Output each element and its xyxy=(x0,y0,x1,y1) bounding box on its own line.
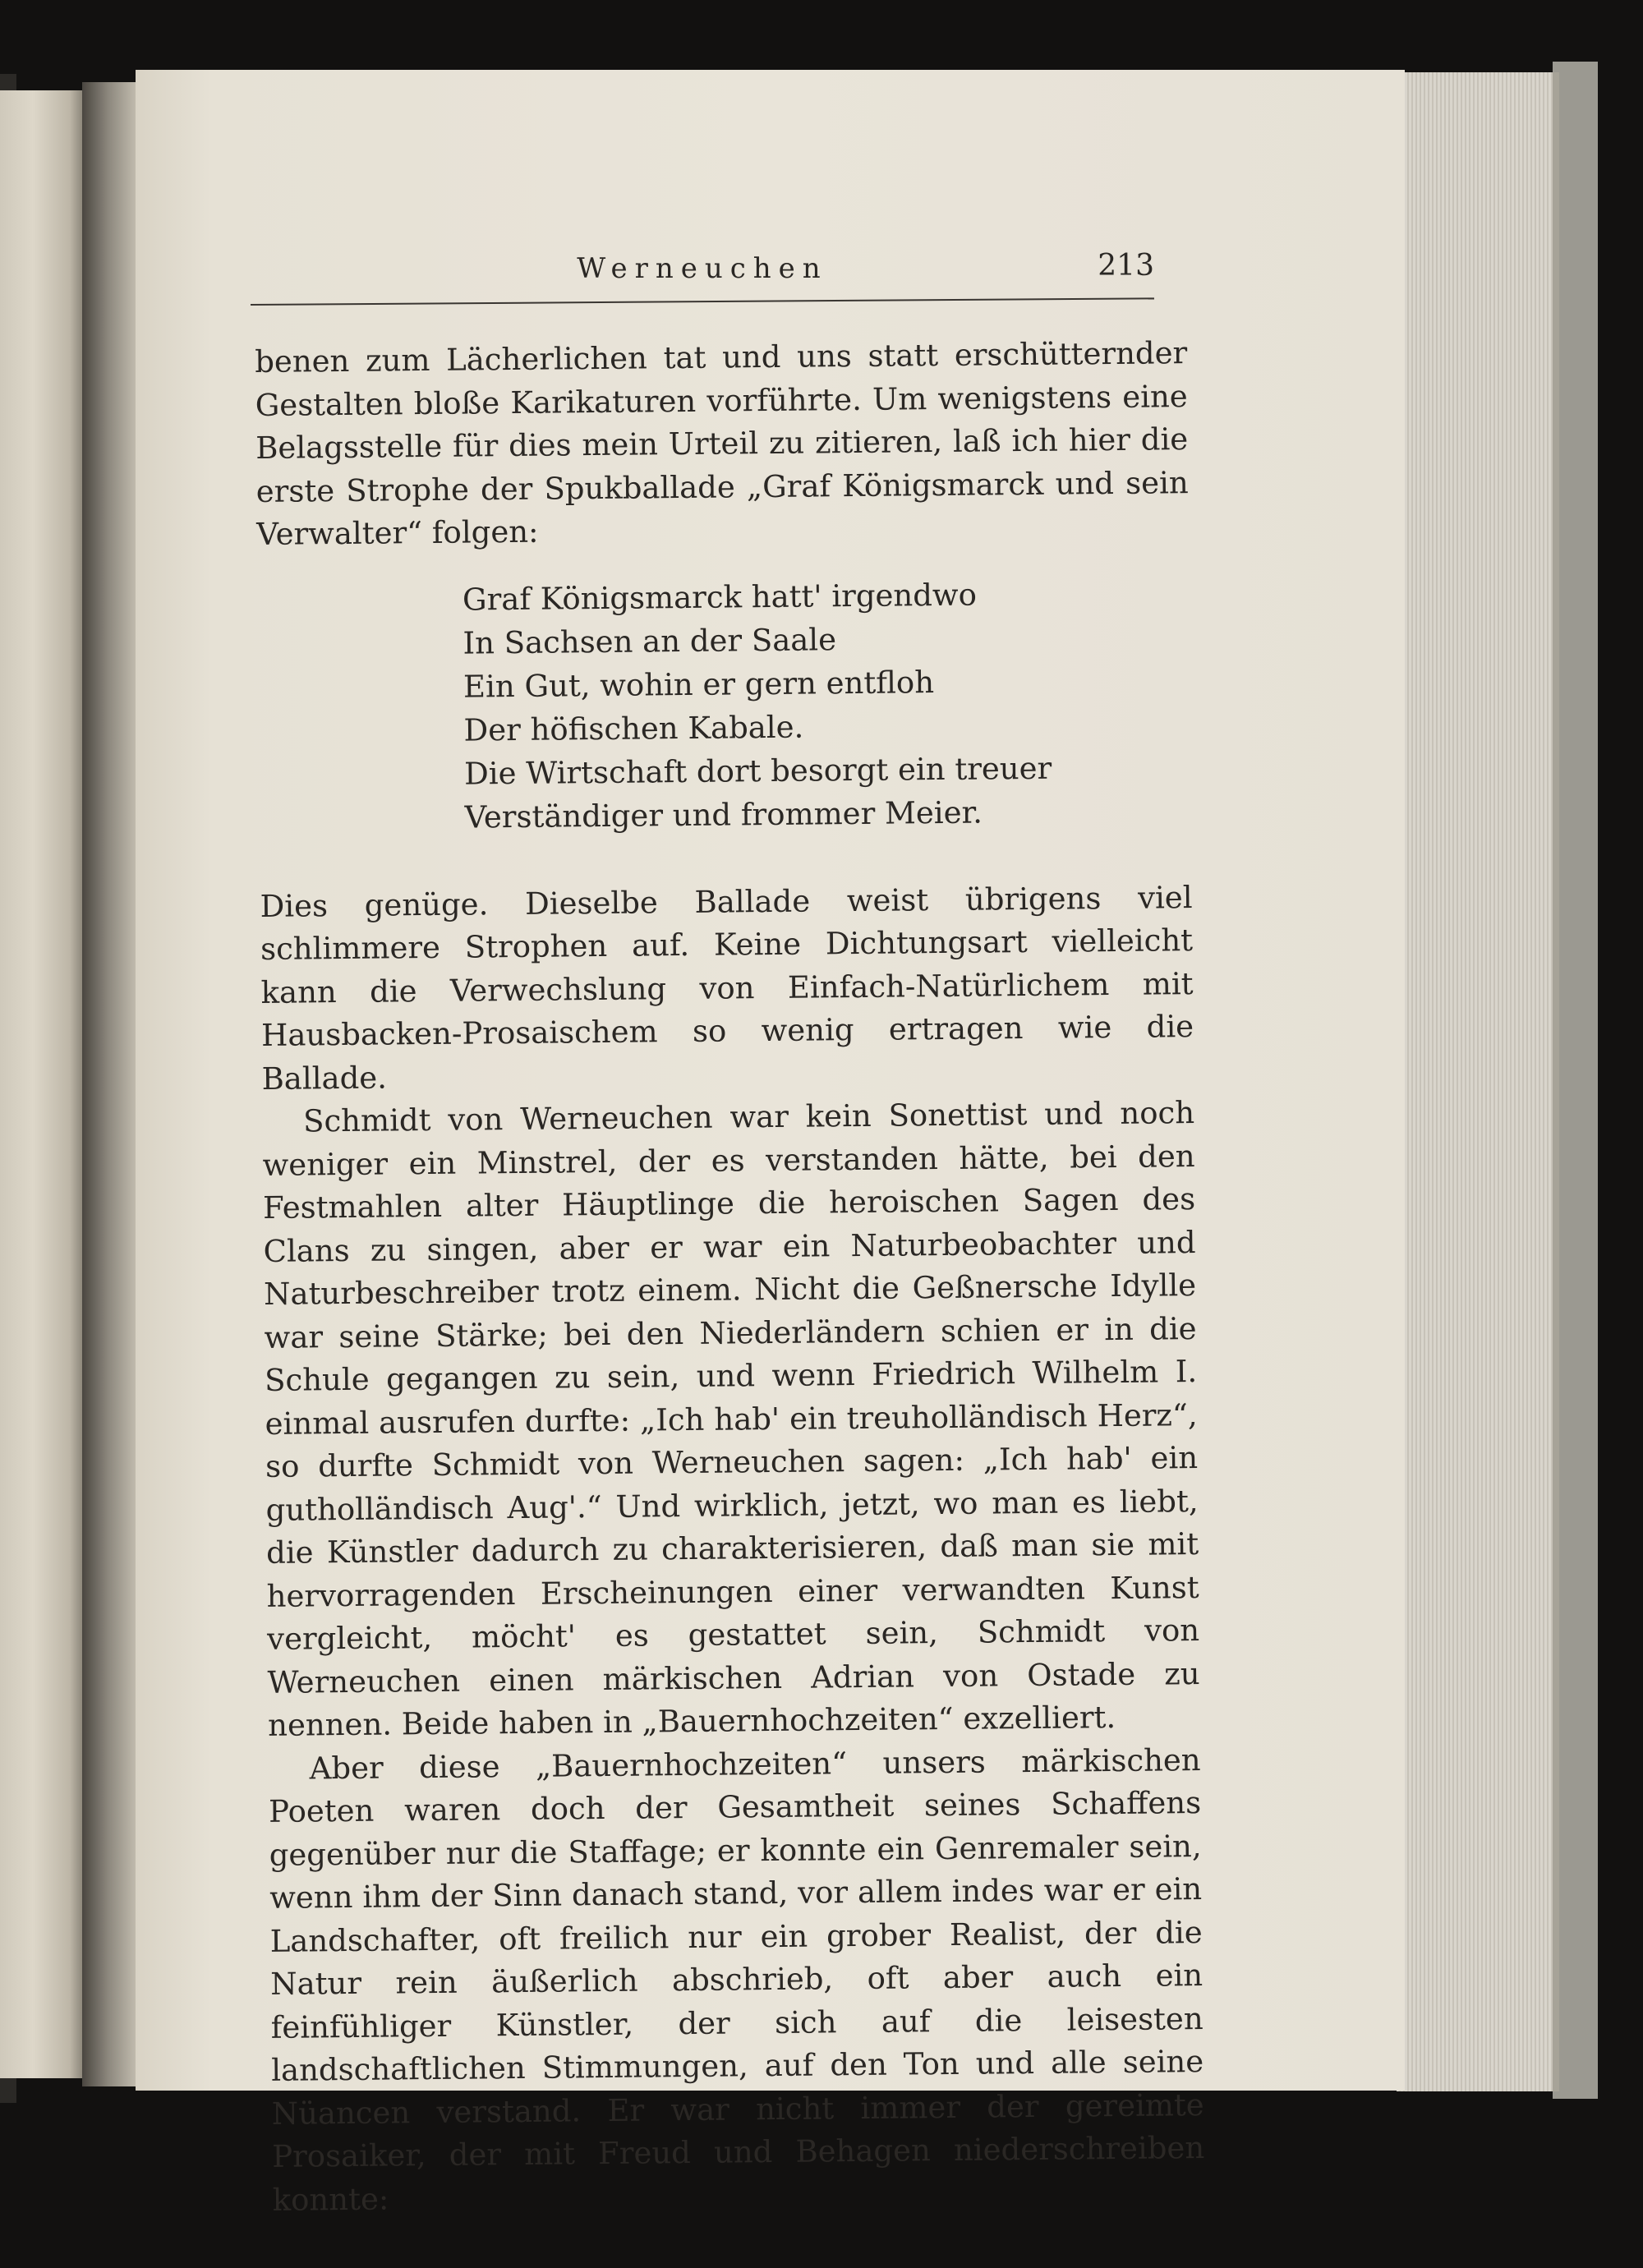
paragraph: Dies genüge. Dieselbe Ballade weist übrigens viel schlimmere Strophen auf. Keine Dichtungsart vielleicht kann die Verwechslung von Einfach-Natürlichem mit Hausbacken-Prosaischem so wenig ertragen wie die Ballade. xyxy=(260,879,1194,1097)
book-gutter xyxy=(82,82,140,2086)
verse-line: Die Wirtschaft dort besorgt ein treuer xyxy=(463,750,1052,792)
running-head-title: Werneuchen xyxy=(577,252,828,285)
verse-line: Ein Gut, wohin er gern entfloh xyxy=(463,664,935,705)
page-number: 213 xyxy=(1098,249,1154,283)
page-stack-fore-edge xyxy=(1397,72,1559,2091)
verse-line: Graf Königsmarck hatt' irgendwo xyxy=(462,577,978,618)
book-cover-edge xyxy=(1553,62,1598,2099)
paragraph: Aber diese „Bauernhochzeiten“ unsers märkischen Poeten waren doch der Gesamtheit seines Schaffens gegenüber nur die Staffage; er konnte ein Genremaler sein, wenn ihm der Sinn danach stand, vor allem indes war er ein Landschafter, oft freilich nur ein grober Realist, der die Natur rein äußerlich abschrieb, oft aber auch ein feinfühliger Künstler, der sich auf die leisesten landschaftlichen Stimmungen, auf den Ton und alle seine Nüancen verstand. Er war nicht immer der gereimte Prosaiker, der mit Freud und Behagen niederschreiben konnte: xyxy=(268,1741,1205,2218)
verse-line: Verständiger und frommer Meier. xyxy=(464,794,983,835)
left-page-edge xyxy=(0,90,82,2078)
verse-line: In Sachsen an der Saale xyxy=(463,621,837,661)
body-text xyxy=(255,332,1205,2222)
paragraph: Schmidt von Werneuchen war kein Sonettist und noch weniger ein Minstrel, der es verstanden hätte, bei den Festmahlen alter Häuptlinge die heroischen Sagen des Clans zu singen, aber er war ein Naturbeobachter und Naturbeschreiber trotz einem. Nicht die Geßnersche Idylle war seine Stärke; bei den Niederländern schien er in die Schule gegangen zu sein, und wenn Friedrich Wilhelm I. einmal ausrufen durfte: „Ich hab' ein treuholländisch Herz“, so durfte Schmidt von Werneuchen sagen: „Ich hab' ein gutholländisch Aug'.“ Und wirklich, jetzt, wo man es liebt, die Künstler dadurch zu charakterisieren, daß man sie mit hervorragenden Erscheinungen einer verwandten Kunst vergleicht, möcht' es gestattet sein, Schmidt von Werneuchen einen märkischen Adrian von Ostade zu nennen. Beide haben in „Bauernhochzeiten“ exzelliert. xyxy=(262,1095,1200,1743)
verse-stanza xyxy=(463,571,1192,839)
verse-line: Der höfischen Kabale. xyxy=(463,709,804,748)
book-page xyxy=(136,70,1405,2218)
paragraph-opening: benen zum Lächerlichen tat und uns statt erschütternder Gestalten bloße Karikaturen vorführte. Um wenigstens eine Belagsstelle für dies mein Urteil zu zitieren, laß ich hier die erste Strophe der Spukballade „Graf Königsmarck und sein Verwalter“ folgen: xyxy=(255,335,1189,552)
running-head xyxy=(251,242,1154,300)
